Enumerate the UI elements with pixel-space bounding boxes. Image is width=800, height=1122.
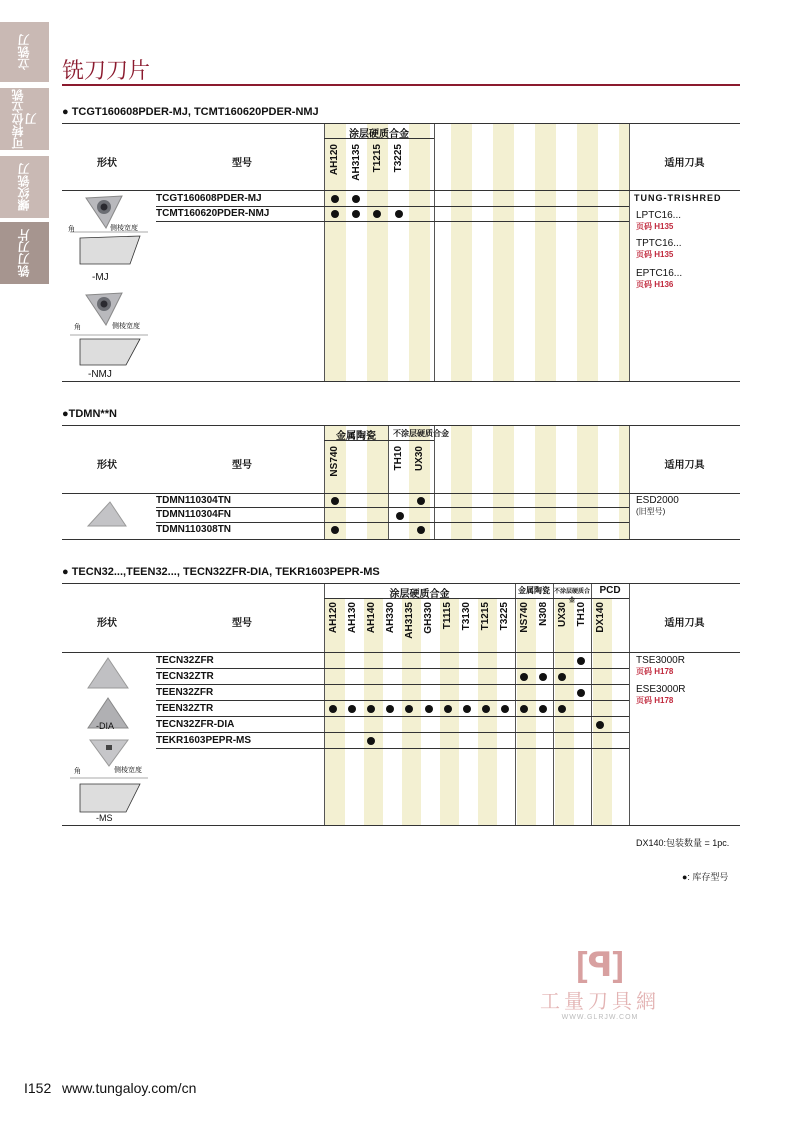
model-header: 型号: [232, 158, 252, 169]
grade-table: [62, 583, 740, 826]
group-header-coated-carbide: 涂层硬质合金: [389, 589, 450, 600]
stock-dot: [329, 705, 337, 713]
grade-t1215: T1215: [480, 602, 491, 631]
model-header: 型号: [232, 460, 252, 471]
model-row-2: TCMT160620PDER-NMJ: [156, 208, 270, 219]
side-tab-end-mill[interactable]: 立铣刀: [0, 22, 49, 82]
stock-dot: [520, 705, 528, 713]
stock-dot: [331, 497, 339, 505]
grade-t3130: T3130: [461, 602, 472, 631]
stock-dot: [539, 705, 547, 713]
watermark-logo: [ꟼ] 工量刀具網 WWW.GLRJW.COM: [540, 946, 660, 1021]
label-angle: 角: [74, 324, 81, 331]
group-header-cermet: 金属陶瓷: [336, 431, 376, 442]
shape-header: 形状: [97, 618, 117, 629]
insert-image-tecn: [84, 656, 132, 692]
model-row-5: TECN32ZFR-DIA: [156, 719, 235, 730]
label-angle: 角: [68, 226, 75, 233]
stock-dot: [348, 705, 356, 713]
note-pack-quantity: DX140:包装数量 = 1pc.: [636, 838, 730, 848]
stock-dot: [539, 673, 547, 681]
label-mj: -MJ: [92, 272, 109, 283]
grade-ah140: AH140: [366, 602, 377, 634]
grade-ah3135: AH3135: [404, 602, 415, 639]
stock-dot: [352, 195, 360, 203]
tool-lptc16[interactable]: LPTC16... 页码 H135: [636, 210, 682, 231]
grade-ah130: AH130: [347, 602, 358, 634]
footer-link[interactable]: www.tungaloy.com/cn: [62, 1080, 197, 1096]
label-dia: -DIA: [96, 721, 114, 731]
model-row-2: TDMN110304FN: [156, 509, 232, 520]
page-title: 铣刀刀片: [62, 58, 151, 83]
stock-dot: [386, 705, 394, 713]
tool-ese3000r[interactable]: ESE3000R 页码 H178: [636, 684, 686, 705]
stock-dot: [520, 673, 528, 681]
stock-dot: [331, 526, 339, 534]
model-row-2: TECN32ZTR: [156, 671, 214, 682]
label-land-width: 侧棱宽度: [112, 323, 140, 330]
model-row-1: TECN32ZFR: [156, 655, 214, 666]
grade-th10: TH10: [393, 446, 404, 471]
grade-ah120: AH120: [328, 602, 339, 634]
group-header-pcd: PCD: [599, 585, 621, 596]
tool-tptc16[interactable]: TPTC16... 页码 H135: [636, 238, 682, 259]
section-title: ● TECN32...,TEEN32..., TECN32ZFR-DIA, TEKR1603PEPR-MS: [62, 566, 380, 578]
shape-header: 形状: [97, 460, 117, 471]
label-land-width: 侧棱宽度: [114, 767, 142, 774]
model-row-1: TDMN110304TN: [156, 495, 232, 506]
section-tecn: [62, 562, 740, 832]
section-title: ●TDMN**N: [62, 408, 117, 420]
group-header-uncoated-carbide: 不涂层硬质合金: [393, 429, 449, 438]
grade-th10: TH10: [576, 602, 587, 627]
grade-ux30: UX30: [414, 446, 425, 472]
grade-ah330: AH330: [385, 602, 396, 634]
grade-dx140: DX140: [595, 602, 606, 633]
grade-n308: N308: [538, 602, 549, 626]
stock-dot: [396, 512, 404, 520]
tool-header: 适用刀具: [664, 158, 705, 169]
grade-ns740: NS740: [519, 602, 530, 633]
stock-dot: [577, 657, 585, 665]
side-tab-milling-inserts[interactable]: 铣刀刀片: [0, 222, 49, 284]
stock-dot: [417, 497, 425, 505]
group-header-cermet: 金属陶瓷: [518, 586, 550, 595]
stock-dot: [463, 705, 471, 713]
insert-image-tdmn: [84, 500, 130, 532]
edge-diagram-ms: [70, 772, 150, 816]
label-ms: -MS: [96, 813, 113, 823]
stock-dot: [331, 210, 339, 218]
label-angle: 角: [74, 768, 81, 775]
model-row-3: TEEN32ZFR: [156, 687, 214, 698]
stock-dot: [577, 689, 585, 697]
stock-dot: [373, 210, 381, 218]
grade-gh330: GH330: [423, 602, 434, 634]
model-row-6: TEKR1603PEPR-MS: [156, 735, 252, 746]
stock-dot: [444, 705, 452, 713]
title-divider: [62, 84, 740, 86]
label-nmj: -NMJ: [88, 369, 112, 380]
stock-dot: [331, 195, 339, 203]
side-tab-thread-mill[interactable]: 螺纹铣刀: [0, 156, 49, 218]
model-row-3: TDMN110308TN: [156, 524, 232, 535]
stock-dot: [425, 705, 433, 713]
grade-table: [62, 425, 740, 540]
group-header-uncoated-carbide: 不涂层硬质合金: [553, 589, 590, 604]
grade-t1215: T1215: [372, 144, 383, 173]
tool-esd2000[interactable]: ESD2000 (旧型号): [636, 495, 679, 516]
model-header: 型号: [232, 618, 252, 629]
grade-table: [62, 123, 740, 382]
note-stock-legend: ●: 库存型号: [682, 872, 729, 882]
side-tab-indexable-end-mill[interactable]: 可转位立铣刀: [0, 88, 49, 150]
tool-header: 适用刀具: [664, 460, 705, 471]
stock-dot: [352, 210, 360, 218]
tool-tse3000r[interactable]: TSE3000R 页码 H178: [636, 655, 685, 676]
section-tdmn: [62, 404, 740, 544]
page-code: I152: [24, 1080, 52, 1096]
grade-ux30: UX30: [557, 602, 568, 628]
edge-diagram-nmj: [70, 329, 150, 369]
stock-dot: [417, 526, 425, 534]
stock-dot: [482, 705, 490, 713]
label-land-width: 侧棱宽度: [110, 225, 138, 232]
grade-ah3135: AH3135: [351, 144, 362, 181]
group-header-coated-carbide: 涂层硬质合金: [349, 129, 409, 140]
grade-ah120: AH120: [329, 144, 340, 176]
stock-dot: [395, 210, 403, 218]
shape-header: 形状: [97, 158, 117, 169]
model-row-1: TCGT160608PDER-MJ: [156, 193, 262, 204]
model-row-4: TEEN32ZTR: [156, 703, 214, 714]
stock-dot: [501, 705, 509, 713]
grade-ns740: NS740: [329, 446, 340, 477]
grade-t3225: T3225: [393, 144, 404, 173]
tool-header: 适用刀具: [664, 618, 705, 629]
grade-t1115: T1115: [442, 602, 453, 630]
tool-tung-trishred[interactable]: TUNG-TRISHRED: [634, 193, 722, 203]
section-title: ● TCGT160608PDER-MJ, TCMT160620PDER-NMJ: [62, 106, 319, 118]
tool-eptc16[interactable]: EPTC16... 页码 H136: [636, 268, 683, 289]
grade-t3225: T3225: [499, 602, 510, 631]
section-tcgt: [62, 102, 740, 387]
